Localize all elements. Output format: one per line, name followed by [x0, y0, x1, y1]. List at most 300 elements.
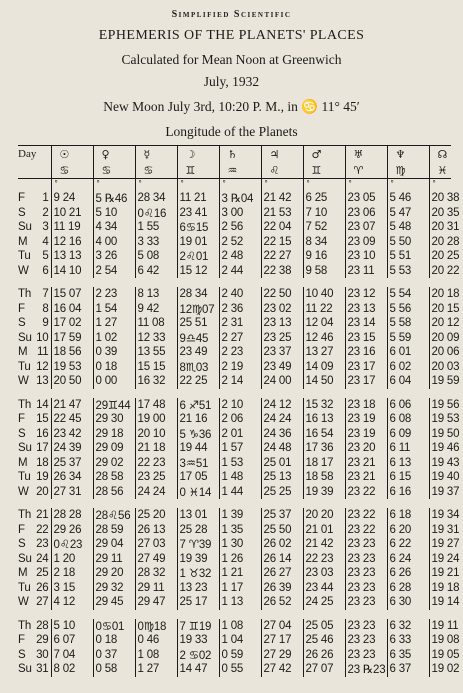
date-cell: 25 — [36, 566, 51, 581]
table-row — [18, 331, 451, 346]
longitude-cell: 6 13 — [387, 456, 429, 471]
longitude-cell: 2 19 — [219, 360, 261, 375]
longitude-cell: 29 09 — [93, 441, 135, 456]
longitude-cell: 23 18 — [345, 398, 387, 413]
longitude-cell: 1 04 — [219, 633, 261, 648]
weekday-cell: M — [18, 235, 28, 248]
longitude-cell: 14 09 — [303, 360, 345, 375]
date-cell: 9 — [36, 316, 51, 331]
longitude-cell: 14 47 — [177, 662, 219, 677]
longitude-cell: 6 20 — [387, 523, 429, 538]
longitude-cell: 2 01 — [219, 427, 261, 442]
longitude-cell: 20 12 — [429, 316, 451, 331]
longitude-cell: 1 17 — [219, 581, 261, 596]
longitude-cell: 2 52 — [219, 235, 261, 250]
longitude-cell: 19 00 — [135, 412, 177, 427]
longitude-cell: 23 22 — [345, 485, 387, 500]
table-row — [18, 345, 451, 360]
longitude-cell: 23 23 — [345, 633, 387, 648]
longitude-cell: 6♋15 — [177, 220, 219, 235]
longitude-cell: 23 16 — [345, 345, 387, 360]
longitude-cell: 23 49 — [261, 360, 303, 375]
longitude-cell: 1 39 — [219, 508, 261, 523]
longitude-cell: 21 18 — [135, 441, 177, 456]
longitude-cell: 26 34 — [53, 471, 82, 484]
longitude-cell: 2♌01 — [177, 249, 219, 264]
longitude-cell: 19 34 — [429, 508, 451, 523]
date-cell: 20 — [36, 485, 51, 500]
longitude-cell: 6 24 — [387, 552, 429, 567]
longitude-cell: 23 25 — [261, 331, 303, 346]
longitude-cell: 6 15 — [387, 470, 429, 485]
longitude-cell: 19 56 — [429, 398, 451, 413]
longitude-cell: 12 04 — [303, 316, 345, 331]
longitude-cell: 29 45 — [93, 595, 135, 610]
longitude-cell: 0♍18 — [135, 619, 177, 634]
longitude-cell: 6 33 — [387, 633, 429, 648]
longitude-cell: 1 30 — [219, 537, 261, 552]
longitude-cell: 16 13 — [303, 412, 345, 427]
planet-glyph-5: ♃ — [261, 146, 303, 163]
longitude-cell: 22 50 — [261, 287, 303, 302]
table-row — [18, 191, 451, 206]
longitude-cell: 27 31 — [53, 485, 82, 498]
longitude-cell: 19 31 — [429, 523, 451, 538]
longitude-cell: 1 53 — [219, 456, 261, 471]
longitude-cell: 29 26 — [53, 523, 82, 536]
longitude-cell: 29 18 — [93, 427, 135, 442]
longitude-cell: 19 27 — [429, 537, 451, 552]
longitude-cell: 2 44 — [219, 264, 261, 279]
longitude-cell: 23 23 — [345, 566, 387, 581]
longitude-cell: 23 19 — [345, 427, 387, 442]
date-cell: 28 — [36, 619, 51, 634]
longitude-cell: 23 10 — [345, 249, 387, 264]
longitude-cell: 23 41 — [177, 206, 219, 221]
longitude-cell: 19 33 — [177, 633, 219, 648]
date-cell: 23 — [36, 537, 51, 552]
weekday-cell: S — [18, 648, 26, 661]
longitude-cell: 19 46 — [429, 441, 451, 456]
date-cell: 16 — [36, 427, 51, 442]
page-subtitle: Calculated for Mean Noon at Greenwich — [121, 52, 342, 67]
longitude-cell: 6 09 — [387, 427, 429, 442]
longitude-cell: 20 06 — [429, 345, 451, 360]
longitude-cell: 22 23 — [303, 552, 345, 567]
longitude-cell: 19 05 — [429, 648, 451, 663]
degree-symbol: ° — [219, 179, 261, 192]
longitude-cell: 24 48 — [261, 441, 303, 456]
degree-symbol: ° — [345, 179, 387, 192]
date-cell: 30 — [36, 648, 51, 663]
longitude-cell: 20 38 — [429, 191, 451, 206]
longitude-cell: 23 20 — [345, 441, 387, 456]
longitude-cell: 0 59 — [219, 648, 261, 663]
longitude-cell: 17 59 — [53, 331, 82, 344]
longitude-cell: 23 05 — [345, 191, 387, 206]
day-column-spacer — [18, 162, 51, 179]
longitude-cell: 27 29 — [261, 648, 303, 663]
longitude-cell: 2 06 — [219, 412, 261, 427]
table-row — [18, 287, 451, 302]
longitude-cell: 19 59 — [429, 374, 451, 389]
longitude-cell: 4 12 — [53, 596, 76, 609]
longitude-cell: 1 27 — [135, 662, 177, 677]
weekday-cell: F — [18, 523, 25, 536]
longitude-cell: 23 37 — [261, 345, 303, 360]
longitude-cell: 20 18 — [429, 287, 451, 302]
longitude-cell: 0 55 — [219, 662, 261, 677]
weekday-cell: Su — [18, 442, 32, 455]
week-separator-cell — [18, 389, 451, 398]
longitude-cell: 14 10 — [53, 264, 82, 277]
longitude-cell: 12 16 — [53, 235, 82, 248]
table-row — [18, 566, 451, 581]
longitude-cell: 1 35 — [219, 523, 261, 538]
longitude-cell: 23 23 — [345, 537, 387, 552]
degree-symbol: ° — [135, 179, 177, 192]
longitude-cell: 2 ♋02 — [177, 648, 219, 663]
longitude-cell: 25 51 — [177, 316, 219, 331]
longitude-cell: 27 07 — [303, 662, 345, 677]
longitude-cell: 2 10 — [219, 398, 261, 413]
longitude-cell: 23 21 — [345, 470, 387, 485]
longitude-cell: 19 37 — [429, 485, 451, 500]
longitude-cell: 23 15 — [345, 331, 387, 346]
longitude-cell: 23 42 — [53, 427, 82, 440]
week-separator — [18, 499, 451, 508]
longitude-cell: 9♎45 — [177, 331, 219, 346]
longitude-cell: 27 04 — [261, 619, 303, 634]
longitude-cell: 3 00 — [219, 206, 261, 221]
weekday-cell: Th — [18, 398, 32, 411]
longitude-cell: 0 18 — [93, 360, 135, 375]
longitude-cell: 19 01 — [177, 235, 219, 250]
date-cell: 14 — [36, 398, 51, 413]
longitude-cell: 3 15 — [53, 581, 76, 594]
week-separator — [18, 278, 451, 287]
date-cell: 2 — [36, 206, 51, 221]
degree-symbol: ° — [51, 179, 93, 192]
longitude-cell: 1 20 — [53, 552, 76, 565]
longitude-cell: 20 31 — [429, 220, 451, 235]
sign-glyph-4: ♒ — [219, 162, 261, 179]
longitude-cell: 24 39 — [53, 442, 82, 455]
longitude-cell: 6 11 — [387, 441, 429, 456]
longitude-cell: 24 36 — [261, 427, 303, 442]
longitude-cell: 25 37 — [53, 456, 82, 469]
degree-row-spacer — [18, 179, 51, 192]
longitude-cell: 11 21 — [177, 191, 219, 206]
longitude-cell: 25 28 — [177, 523, 219, 538]
longitude-cell: 26 14 — [261, 552, 303, 567]
date-cell: 8 — [36, 302, 51, 317]
longitude-cell: 25 25 — [261, 485, 303, 500]
longitude-cell: 18 56 — [53, 346, 82, 359]
longitude-cell: 8 02 — [53, 663, 76, 676]
longitude-cell: 17 36 — [303, 441, 345, 456]
longitude-cell: 28 34 — [135, 191, 177, 206]
longitude-cell: 7 04 — [53, 648, 76, 661]
table-row — [18, 374, 451, 389]
longitude-cell: 15 32 — [303, 398, 345, 413]
longitude-cell: 13 13 — [53, 250, 82, 263]
date-cell: 13 — [36, 374, 51, 389]
longitude-cell: 3♒51 — [177, 456, 219, 471]
longitude-cell: 23 23 — [345, 581, 387, 596]
longitude-cell: 6 ♐51 — [177, 398, 219, 413]
longitude-cell: 10 21 — [53, 206, 82, 219]
longitude-cell: 6 30 — [387, 595, 429, 610]
longitude-cell: 26 39 — [261, 581, 303, 596]
longitude-cell: 29 47 — [135, 595, 177, 610]
longitude-cell: 6 26 — [387, 566, 429, 581]
date-cell: 21 — [36, 508, 51, 523]
table-row — [18, 412, 451, 427]
date-cell: 24 — [36, 552, 51, 567]
weekday-cell: Tu — [18, 581, 31, 594]
planet-glyph-9: ☊ — [429, 146, 451, 163]
longitude-cell: 24 12 — [261, 398, 303, 413]
weekday-cell: W — [18, 596, 29, 609]
longitude-cell: 2 14 — [219, 374, 261, 389]
longitude-cell: 27 49 — [135, 552, 177, 567]
sign-glyph-5: ♌ — [261, 162, 303, 179]
longitude-cell: 11 19 — [53, 221, 81, 234]
longitude-cell: 22 45 — [53, 413, 82, 426]
date-cell: 31 — [36, 662, 51, 677]
date-cell: 26 — [36, 581, 51, 596]
longitude-cell: 1 13 — [219, 595, 261, 610]
longitude-cell: 20 20 — [303, 508, 345, 523]
planet-glyph-3: ☽ — [177, 146, 219, 163]
longitude-cell: 9 16 — [303, 249, 345, 264]
longitude-cell: 3 33 — [135, 235, 177, 250]
longitude-cell: 12♍07 — [177, 302, 219, 317]
longitude-cell: 26 02 — [261, 537, 303, 552]
weekday-cell: F — [18, 413, 25, 426]
longitude-cell: 23 23 — [345, 648, 387, 663]
longitude-cell: 0♌23 — [53, 539, 83, 552]
table-row — [18, 360, 451, 375]
longitude-cell: 19 02 — [429, 662, 451, 677]
longitude-cell: 0 00 — [93, 374, 135, 389]
longitude-cell: 4 34 — [93, 220, 135, 235]
longitude-cell: 0♌16 — [135, 206, 177, 221]
table-row — [18, 470, 451, 485]
longitude-cell: 21 42 — [261, 191, 303, 206]
longitude-cell: 6 02 — [387, 360, 429, 375]
longitude-cell: 5 ♑36 — [177, 427, 219, 442]
weekday-cell: Tu — [18, 471, 31, 484]
longitude-cell: 7 ♊19 — [177, 619, 219, 634]
longitude-cell: 27 03 — [135, 537, 177, 552]
longitude-cell: 23 03 — [303, 566, 345, 581]
week-separator-cell — [18, 499, 451, 508]
longitude-cell: 0 58 — [93, 662, 135, 677]
planet-glyph-8: ♆ — [387, 146, 429, 163]
sign-glyph-3: ♊ — [177, 162, 219, 179]
longitude-cell: 28♌56 — [93, 508, 135, 523]
longitude-cell: 5 46 — [387, 191, 429, 206]
planet-glyph-7: ♅ — [345, 146, 387, 163]
longitude-cell: 1 08 — [135, 648, 177, 663]
table-row — [18, 441, 451, 456]
degree-symbol: ° — [387, 179, 429, 192]
longitude-cell: 19 14 — [429, 595, 451, 610]
longitude-cell: 1 55 — [135, 220, 177, 235]
longitude-cell: 19 40 — [429, 470, 451, 485]
weekday-cell: W — [18, 264, 29, 277]
sign-glyph-1: ♋ — [93, 162, 135, 179]
degree-symbol: ° — [177, 179, 219, 192]
longitude-cell: 6 22 — [387, 537, 429, 552]
longitude-cell: 21 01 — [303, 523, 345, 538]
longitude-cell: 20 25 — [429, 249, 451, 264]
date-cell: 11 — [36, 345, 51, 360]
longitude-cell: 20 22 — [429, 264, 451, 279]
longitude-cell: 25 46 — [303, 633, 345, 648]
weekday-cell: Tu — [18, 250, 31, 263]
longitude-cell: 28 56 — [93, 485, 135, 500]
table-header — [18, 146, 451, 179]
weekday-cell: Th — [18, 509, 32, 522]
table-row — [18, 537, 451, 552]
longitude-cell: 28 32 — [135, 566, 177, 581]
publisher-heading: Simplified Scientific — [171, 9, 292, 20]
longitude-cell: 16 04 — [53, 302, 82, 315]
longitude-cell: 19 18 — [429, 581, 451, 596]
longitude-cell: 2 23 — [219, 345, 261, 360]
longitude-cell: 13 01 — [177, 508, 219, 523]
longitude-cell: 19 53 — [53, 360, 82, 373]
longitude-cell: 19 11 — [429, 619, 451, 634]
longitude-cell: 29 11 — [135, 581, 177, 596]
longitude-cell: 0 37 — [93, 648, 135, 663]
table-row — [18, 581, 451, 596]
longitude-cell: 7 10 — [303, 206, 345, 221]
longitude-cell: 1 02 — [93, 331, 135, 346]
longitude-cell: 23 23 — [345, 552, 387, 567]
longitude-cell: 5 10 — [53, 619, 76, 632]
month-heading: July, 1932 — [203, 74, 260, 89]
date-cell: 29 — [36, 633, 51, 648]
longitude-cell: 27 42 — [261, 662, 303, 677]
longitude-cell: 20 28 — [429, 235, 451, 250]
longitude-cell: 1 21 — [219, 566, 261, 581]
longitude-cell: 19 44 — [177, 441, 219, 456]
day-column-header: Day — [18, 148, 37, 160]
longitude-cell: 28 28 — [53, 509, 82, 522]
longitude-cell: 23 21 — [345, 456, 387, 471]
longitude-cell: 1 54 — [93, 302, 135, 317]
longitude-cell: 29 02 — [93, 456, 135, 471]
longitude-cell: 29 32 — [93, 581, 135, 596]
longitude-cell: 23 ℞23 — [345, 662, 387, 677]
longitude-cell: 24 00 — [261, 374, 303, 389]
longitude-cell: 2 36 — [219, 302, 261, 317]
longitude-cell: 2 48 — [219, 249, 261, 264]
planet-glyph-row — [18, 146, 451, 163]
longitude-cell: 23 02 — [261, 302, 303, 317]
table-row — [18, 633, 451, 648]
longitude-cell: 1 26 — [219, 552, 261, 567]
longitude-cell: 23 14 — [345, 316, 387, 331]
longitude-cell: 19 50 — [429, 427, 451, 442]
longitude-cell: 25 13 — [261, 470, 303, 485]
longitude-cell: 22 15 — [261, 235, 303, 250]
planet-glyph-1: ♀ — [93, 146, 135, 163]
longitude-cell: 28 59 — [93, 523, 135, 538]
longitude-cell: 21 42 — [303, 537, 345, 552]
longitude-cell: 10 40 — [303, 287, 345, 302]
longitude-cell: 23 23 — [345, 619, 387, 634]
longitude-cell: 14 50 — [303, 374, 345, 389]
weekday-cell: S — [18, 427, 26, 440]
date-cell: 3 — [36, 220, 51, 235]
longitude-cell: 24 24 — [135, 485, 177, 500]
longitude-cell: 13 23 — [177, 581, 219, 596]
longitude-cell: 20 10 — [135, 427, 177, 442]
longitude-cell: 22 04 — [261, 220, 303, 235]
longitude-cell: 0 ♓14 — [177, 485, 219, 500]
longitude-cell: 2 27 — [219, 331, 261, 346]
ephemeris-table-container — [18, 145, 460, 685]
longitude-cell: 23 22 — [345, 523, 387, 538]
longitude-cell: 12 33 — [135, 331, 177, 346]
degree-symbol: ° — [303, 179, 345, 192]
date-cell: 19 — [36, 470, 51, 485]
sign-glyph-7: ♈ — [345, 162, 387, 179]
longitude-cell: 2 56 — [219, 220, 261, 235]
weekday-cell: M — [18, 456, 28, 469]
longitude-cell: 9 24 — [53, 192, 76, 205]
sign-glyph-6: ♊ — [303, 162, 345, 179]
week-separator — [18, 389, 451, 398]
table-row — [18, 264, 451, 279]
longitude-cell: 20 03 — [429, 360, 451, 375]
sign-glyph-8: ♍ — [387, 162, 429, 179]
table-row — [18, 485, 451, 500]
longitude-cell: 5 53 — [387, 264, 429, 279]
longitude-cell: 20 09 — [429, 331, 451, 346]
longitude-cell: 5 48 — [387, 220, 429, 235]
weekday-cell: F — [18, 302, 25, 315]
longitude-cell: 2 18 — [53, 567, 76, 580]
longitude-cell: 17 05 — [177, 470, 219, 485]
sign-glyph-0: ♋ — [51, 162, 93, 179]
degree-symbol: ° — [429, 179, 451, 192]
longitude-cell: 25 37 — [261, 508, 303, 523]
date-cell: 6 — [36, 264, 51, 279]
sign-glyph-9: ♓ — [429, 162, 451, 179]
longitude-cell: 12 46 — [303, 331, 345, 346]
longitude-cell: 5 59 — [387, 331, 429, 346]
longitude-cell: 6 08 — [387, 412, 429, 427]
longitude-cell: 1 ♉32 — [177, 566, 219, 581]
longitude-cell: 5 ℞46 — [93, 191, 135, 206]
date-cell: 4 — [36, 235, 51, 250]
longitude-cell: 11 22 — [303, 302, 345, 317]
longitude-cell: 6 01 — [387, 345, 429, 360]
longitude-cell: 6 06 — [387, 398, 429, 413]
longitude-cell: 23 23 — [345, 595, 387, 610]
longitude-cell: 23 17 — [345, 374, 387, 389]
longitude-cell: 9 42 — [135, 302, 177, 317]
longitude-cell: 19 24 — [429, 552, 451, 567]
longitude-cell: 6 28 — [387, 581, 429, 596]
longitude-cell: 2 31 — [219, 316, 261, 331]
